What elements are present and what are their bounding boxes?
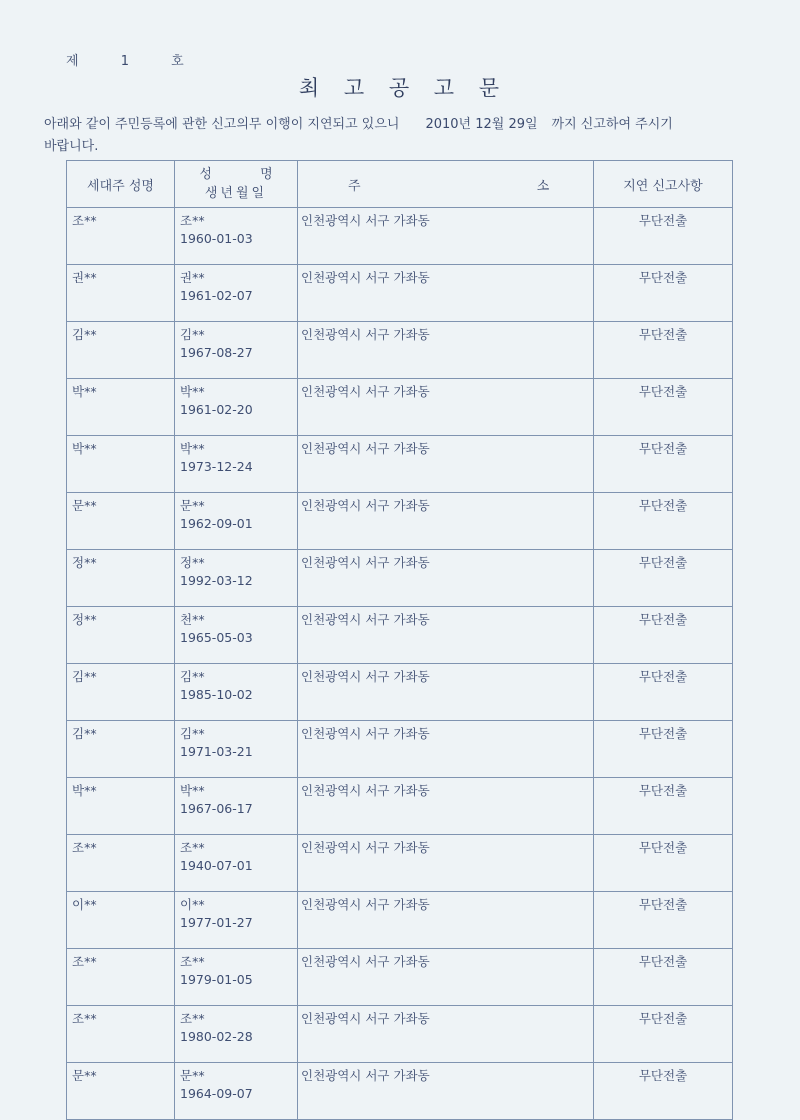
address-cell	[298, 208, 594, 265]
person-name: 김**	[180, 669, 205, 684]
issue-cell	[594, 1063, 733, 1120]
address-text: 인천광역시 서구 가좌동	[301, 498, 430, 513]
householder-cell	[67, 721, 175, 778]
table-row	[67, 550, 733, 607]
birth-date: 1971-03-21	[180, 744, 253, 759]
householder-name: 김**	[72, 669, 97, 684]
householder-name: 박**	[72, 783, 97, 798]
issue-text: 무단전출	[638, 213, 688, 228]
table-row	[67, 322, 733, 379]
table-row	[67, 436, 733, 493]
address-text: 인천광역시 서구 가좌동	[301, 555, 430, 570]
address-cell	[298, 550, 594, 607]
householder-cell	[67, 835, 175, 892]
address-cell	[298, 949, 594, 1006]
issue-text: 무단전출	[638, 840, 688, 855]
person-name: 조**	[180, 954, 205, 969]
birth-date: 1985-10-02	[180, 687, 253, 702]
issue-cell	[594, 493, 733, 550]
col-dob-label: 생년월일	[204, 186, 268, 201]
birth-date: 1962-09-01	[180, 516, 253, 531]
issue-text: 무단전출	[638, 1011, 688, 1026]
name-dob-cell	[175, 892, 298, 949]
col-address: 주 소	[298, 161, 594, 208]
issue-cell	[594, 208, 733, 265]
name-dob-cell	[175, 949, 298, 1006]
col-name-dob	[175, 161, 298, 208]
householder-name: 김**	[72, 726, 97, 741]
name-dob-cell	[175, 550, 298, 607]
address-cell	[298, 322, 594, 379]
person-name: 박**	[180, 384, 205, 399]
address-cell	[298, 265, 594, 322]
issue-text: 무단전출	[638, 384, 688, 399]
issue-text: 무단전출	[638, 327, 688, 342]
issue-text: 무단전출	[638, 555, 688, 570]
table-row	[67, 664, 733, 721]
issue-cell	[594, 265, 733, 322]
householder-cell	[67, 379, 175, 436]
address-cell	[298, 1063, 594, 1120]
table-row	[67, 835, 733, 892]
person-name: 문**	[180, 1068, 205, 1083]
table-row	[67, 493, 733, 550]
person-name: 김**	[180, 726, 205, 741]
intro-line2: 바랍니다.	[44, 139, 99, 154]
birth-date: 1961-02-20	[180, 402, 253, 417]
issue-cell	[594, 835, 733, 892]
col-householder: 세대주 성명	[67, 161, 175, 208]
table-row	[67, 1006, 733, 1063]
householder-cell	[67, 1063, 175, 1120]
issue-cell	[594, 379, 733, 436]
person-name: 박**	[180, 441, 205, 456]
name-dob-cell	[175, 778, 298, 835]
name-dob-cell	[175, 1006, 298, 1063]
table-row	[67, 607, 733, 664]
issue-text: 무단전출	[638, 270, 688, 285]
intro-part2: 까지 신고하여 주시기	[551, 117, 673, 132]
householder-name: 문**	[72, 498, 97, 513]
householder-name: 조**	[72, 213, 97, 228]
name-dob-cell	[175, 1063, 298, 1120]
householder-cell	[67, 1006, 175, 1063]
householder-cell	[67, 778, 175, 835]
address-cell	[298, 835, 594, 892]
person-name: 천**	[180, 612, 205, 627]
intro-text	[44, 114, 764, 158]
householder-cell	[67, 436, 175, 493]
householder-name: 권**	[72, 270, 97, 285]
address-cell	[298, 607, 594, 664]
table-row	[67, 949, 733, 1006]
householder-cell	[67, 265, 175, 322]
issue-cell	[594, 607, 733, 664]
name-dob-cell	[175, 835, 298, 892]
birth-date: 1979-01-05	[180, 972, 253, 987]
issue-cell	[594, 721, 733, 778]
address-cell	[298, 1006, 594, 1063]
table-row	[67, 265, 733, 322]
issue-text: 무단전출	[638, 726, 688, 741]
householder-name: 문**	[72, 1068, 97, 1083]
address-text: 인천광역시 서구 가좌동	[301, 1011, 430, 1026]
birth-date: 1980-02-28	[180, 1029, 253, 1044]
householder-cell	[67, 607, 175, 664]
name-dob-cell	[175, 208, 298, 265]
birth-date: 1992-03-12	[180, 573, 253, 588]
person-name: 박**	[180, 783, 205, 798]
issue-cell	[594, 322, 733, 379]
person-name: 권**	[180, 270, 205, 285]
householder-name: 조**	[72, 954, 97, 969]
householder-name: 정**	[72, 612, 97, 627]
householder-cell	[67, 664, 175, 721]
person-name: 정**	[180, 555, 205, 570]
address-cell	[298, 892, 594, 949]
person-name: 조**	[180, 840, 205, 855]
notice-table	[66, 160, 733, 1120]
col-issue: 지연 신고사항	[594, 161, 733, 208]
householder-name: 정**	[72, 555, 97, 570]
table-row	[67, 778, 733, 835]
birth-date: 1961-02-07	[180, 288, 253, 303]
address-text: 인천광역시 서구 가좌동	[301, 327, 430, 342]
issue-cell	[594, 892, 733, 949]
address-text: 인천광역시 서구 가좌동	[301, 441, 430, 456]
issue-cell	[594, 550, 733, 607]
birth-date: 1940-07-01	[180, 858, 253, 873]
address-text: 인천광역시 서구 가좌동	[301, 270, 430, 285]
birth-date: 1965-05-03	[180, 630, 253, 645]
issue-text: 무단전출	[638, 897, 688, 912]
address-cell	[298, 436, 594, 493]
address-text: 인천광역시 서구 가좌동	[301, 1068, 430, 1083]
name-dob-cell	[175, 721, 298, 778]
issue-cell	[594, 664, 733, 721]
table-row	[67, 892, 733, 949]
name-dob-cell	[175, 265, 298, 322]
issue-text: 무단전출	[638, 954, 688, 969]
document-number: 제 1 호	[66, 54, 184, 69]
table-row	[67, 721, 733, 778]
person-name: 조**	[180, 1011, 205, 1026]
person-name: 조**	[180, 213, 205, 228]
householder-cell	[67, 550, 175, 607]
householder-cell	[67, 208, 175, 265]
householder-name: 조**	[72, 840, 97, 855]
householder-cell	[67, 322, 175, 379]
birth-date: 1964-09-07	[180, 1086, 253, 1101]
address-cell	[298, 778, 594, 835]
address-cell	[298, 379, 594, 436]
name-dob-cell	[175, 493, 298, 550]
address-text: 인천광역시 서구 가좌동	[301, 897, 430, 912]
address-cell	[298, 493, 594, 550]
issue-text: 무단전출	[638, 498, 688, 513]
issue-text: 무단전출	[638, 441, 688, 456]
name-dob-cell	[175, 664, 298, 721]
householder-name: 이**	[72, 897, 97, 912]
table-row	[67, 1063, 733, 1120]
address-text: 인천광역시 서구 가좌동	[301, 840, 430, 855]
address-cell	[298, 721, 594, 778]
householder-name: 김**	[72, 327, 97, 342]
name-dob-cell	[175, 379, 298, 436]
person-name: 이**	[180, 897, 205, 912]
table-row	[67, 208, 733, 265]
birth-date: 1977-01-27	[180, 915, 253, 930]
intro-part1: 아래와 같이 주민등록에 관한 신고의무 이행이 지연되고 있으니	[44, 117, 400, 132]
issue-cell	[594, 778, 733, 835]
householder-name: 박**	[72, 384, 97, 399]
table-header-row	[67, 161, 733, 208]
address-text: 인천광역시 서구 가좌동	[301, 612, 430, 627]
address-text: 인천광역시 서구 가좌동	[301, 783, 430, 798]
name-dob-cell	[175, 322, 298, 379]
issue-text: 무단전출	[638, 612, 688, 627]
table-row	[67, 379, 733, 436]
address-cell	[298, 664, 594, 721]
birth-date: 1967-06-17	[180, 801, 253, 816]
address-text: 인천광역시 서구 가좌동	[301, 669, 430, 684]
birth-date: 1967-08-27	[180, 345, 253, 360]
householder-cell	[67, 949, 175, 1006]
householder-name: 조**	[72, 1011, 97, 1026]
address-text: 인천광역시 서구 가좌동	[301, 213, 430, 228]
address-text: 인천광역시 서구 가좌동	[301, 954, 430, 969]
issue-text: 무단전출	[638, 783, 688, 798]
issue-cell	[594, 1006, 733, 1063]
intro-date: 2010년 12월 29일	[425, 117, 538, 132]
address-text: 인천광역시 서구 가좌동	[301, 726, 430, 741]
householder-cell	[67, 493, 175, 550]
person-name: 김**	[180, 327, 205, 342]
issue-text: 무단전출	[638, 669, 688, 684]
birth-date: 1960-01-03	[180, 231, 253, 246]
person-name: 문**	[180, 498, 205, 513]
issue-text: 무단전출	[638, 1068, 688, 1083]
householder-name: 박**	[72, 441, 97, 456]
householder-cell	[67, 892, 175, 949]
issue-cell	[594, 949, 733, 1006]
page-title: 최 고 공 고 문	[298, 76, 502, 100]
name-dob-cell	[175, 607, 298, 664]
issue-cell	[594, 436, 733, 493]
address-text: 인천광역시 서구 가좌동	[301, 384, 430, 399]
col-name-label: 성 명	[199, 167, 273, 182]
name-dob-cell	[175, 436, 298, 493]
birth-date: 1973-12-24	[180, 459, 253, 474]
